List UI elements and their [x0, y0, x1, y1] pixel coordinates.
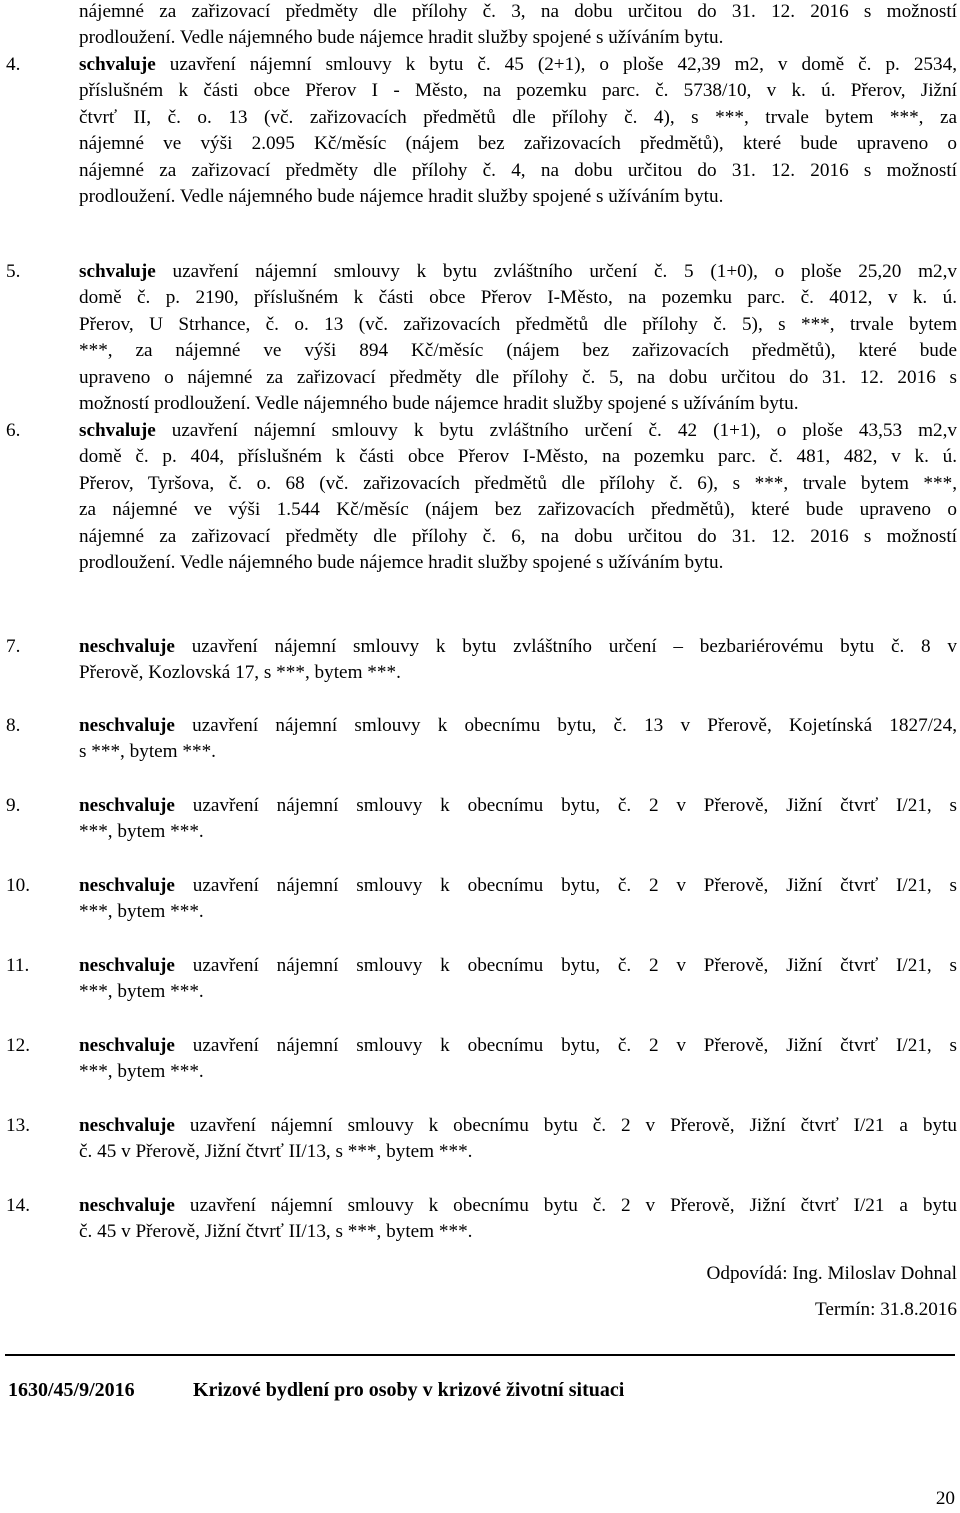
item-text-line	[79, 634, 957, 660]
item-text-fragment: uzavření nájemní smlouvy k obecnímu bytu, č. 2 v Přerově, Jižní čtvrť I/21, s	[174, 1035, 957, 1056]
item-text-line: Přerov, U Strhance, č. o. 13 (vč. zařizovacích předmětů dle přílohy č. 5), s ***, trvale bytem	[79, 313, 957, 335]
item-text-line: možností prodloužení. Vedle nájemného bude nájemce hradit služby spojené s užíváním bytu.	[79, 393, 799, 415]
item-text	[79, 1033, 957, 1086]
item-text-line: ***, bytem ***.	[79, 981, 204, 1003]
item-text-line	[79, 873, 957, 899]
item-text-line: Přerově, Kozlovská 17, s ***, bytem ***.	[79, 662, 401, 684]
item-verb: neschvaluje	[79, 955, 175, 976]
item-text-line: za nájemné ve výši 1.544 Kč/měsíc (nájem bez zařizovacích předmětů), které bude upraveno o	[79, 499, 957, 521]
continuation-line: prodloužení. Vedle nájemného bude nájemce hradit služby spojené s užíváním bytu.	[79, 27, 724, 49]
item-text-line	[79, 259, 957, 285]
page-number: 20	[935, 1488, 955, 1509]
item-text	[79, 634, 957, 687]
item-number: 4.	[6, 54, 21, 75]
item-text-fragment: uzavření nájemní smlouvy k bytu zvláštního určení č. 5 (1+0), o ploše 25,20 m2,v	[155, 261, 957, 282]
item-verb: schvaluje	[79, 54, 156, 75]
item-text-line	[79, 953, 957, 979]
resolution-code: 1630/45/9/2016	[8, 1379, 135, 1401]
item-text-fragment: uzavření nájemní smlouvy k obecnímu bytu č. 2 v Přerově, Jižní čtvrť I/21 a bytu	[174, 1195, 957, 1216]
item-text-line: nájemné ve výši 2.095 Kč/měsíc (nájem bez zařizovacích předmětů), které bude upraveno o	[79, 133, 957, 155]
item-verb: schvaluje	[79, 420, 156, 441]
item-number: 9.	[6, 795, 21, 816]
item-text-line	[79, 713, 957, 739]
item-text	[79, 953, 957, 1006]
item-text-line: ***, bytem ***.	[79, 901, 204, 923]
item-verb: neschvaluje	[79, 1115, 175, 1136]
item-text-line: domě č. p. 2190, příslušném k části obce Přerov I-Město, na pozemku parc. č. 4012, v k. ú.	[79, 287, 957, 309]
item-text-line	[79, 1033, 957, 1059]
responsible-person: Odpovídá: Ing. Miloslav Dohnal	[706, 1263, 957, 1284]
item-text-line: nájemné za zařizovací předměty dle přílohy č. 6, na dobu určitou do 31. 12. 2016 s možností	[79, 525, 957, 547]
item-text	[79, 259, 957, 417]
item-text	[79, 873, 957, 926]
item-text-line: příslušném k části obce Přerov I - Město, na pozemku parc. č. 5738/10, v k. ú. Přerov, Jižní	[79, 80, 957, 102]
item-text-line: domě č. p. 404, příslušném k části obce Přerov I-Město, na pozemku parc. č. 481, 482, v k. ú.	[79, 446, 957, 468]
item-text-line	[79, 1113, 957, 1139]
item-number: 14.	[6, 1195, 30, 1216]
item-text-line: prodloužení. Vedle nájemného bude nájemce hradit služby spojené s užíváním bytu.	[79, 552, 724, 574]
item-text-line: č. 45 v Přerově, Jižní čtvrť II/13, s ***, bytem ***.	[79, 1141, 473, 1163]
item-text-line	[79, 418, 957, 444]
item-text-fragment: uzavření nájemní smlouvy k obecnímu bytu, č. 2 v Přerově, Jižní čtvrť I/21, s	[174, 875, 957, 896]
item-text-fragment: uzavření nájemní smlouvy k bytu č. 45 (2+1), o ploše 42,39 m2, v domě č. p. 2534,	[155, 54, 957, 75]
item-text	[79, 713, 957, 766]
section-divider	[5, 1354, 955, 1356]
resolution-heading	[8, 1377, 624, 1403]
item-text	[79, 52, 957, 210]
item-text-line: s ***, bytem ***.	[79, 741, 216, 763]
item-number: 8.	[6, 715, 21, 736]
item-text-fragment: uzavření nájemní smlouvy k bytu zvláštního určení – bezbariérovému bytu č. 8 v	[174, 636, 957, 657]
item-text-fragment: uzavření nájemní smlouvy k bytu zvláštního určení č. 42 (1+1), o ploše 43,53 m2,v	[155, 420, 957, 441]
item-text-fragment: uzavření nájemní smlouvy k obecnímu bytu, č. 2 v Přerově, Jižní čtvrť I/21, s	[174, 955, 957, 976]
item-verb: neschvaluje	[79, 715, 175, 736]
item-text-line	[79, 1193, 957, 1219]
resolution-title: Krizové bydlení pro osoby v krizové životní situaci	[193, 1379, 625, 1401]
item-text-line: upraveno o nájemné za zařizovací předměty dle přílohy č. 5, na dobu určitou do 31. 12. 2016 s	[79, 366, 957, 388]
item-verb: neschvaluje	[79, 1035, 175, 1056]
item-number: 7.	[6, 636, 21, 657]
item-number: 5.	[6, 261, 21, 282]
item-text-line	[79, 793, 957, 819]
continuation-line: nájemné za zařizovací předměty dle přílohy č. 3, na dobu určitou do 31. 12. 2016 s možností	[79, 1, 957, 22]
item-verb: neschvaluje	[79, 636, 175, 657]
item-text-line: ***, bytem ***.	[79, 1061, 204, 1083]
continuation-paragraph	[79, 0, 957, 52]
item-number: 11.	[6, 955, 30, 976]
item-text-line: čtvrť II, č. o. 13 (vč. zařizovacích předmětů dle přílohy č. 4), s ***, trvale bytem ***, za	[79, 106, 957, 128]
item-number: 12.	[6, 1035, 30, 1056]
item-verb: neschvaluje	[79, 795, 175, 816]
item-number: 6.	[6, 420, 21, 441]
deadline: Termín: 31.8.2016	[814, 1299, 957, 1320]
item-text-fragment: uzavření nájemní smlouvy k obecnímu bytu, č. 2 v Přerově, Jižní čtvrť I/21, s	[174, 795, 957, 816]
item-text-line: nájemné za zařizovací předměty dle přílohy č. 4, na dobu určitou do 31. 12. 2016 s možností	[79, 159, 957, 181]
item-text-line: Přerov, Tyršova, č. o. 68 (vč. zařizovacích předmětů dle přílohy č. 6), s ***, trvale bytem ***,	[79, 472, 957, 494]
item-text	[79, 793, 957, 846]
item-text-line: č. 45 v Přerově, Jižní čtvrť II/13, s ***, bytem ***.	[79, 1221, 473, 1243]
item-verb: neschvaluje	[79, 1195, 175, 1216]
item-text-line: ***, za nájemné ve výši 894 Kč/měsíc (nájem bez zařizovacích předmětů), které bude	[79, 340, 957, 362]
item-text	[79, 418, 957, 576]
item-text-fragment: uzavření nájemní smlouvy k obecnímu bytu č. 2 v Přerově, Jižní čtvrť I/21 a bytu	[174, 1115, 957, 1136]
item-text	[79, 1113, 957, 1166]
item-text-line: prodloužení. Vedle nájemného bude nájemce hradit služby spojené s užíváním bytu.	[79, 186, 724, 208]
item-verb: schvaluje	[79, 261, 156, 282]
item-text-line	[79, 52, 957, 78]
item-text-line: ***, bytem ***.	[79, 821, 204, 843]
item-text	[79, 1193, 957, 1246]
item-text-fragment: uzavření nájemní smlouvy k obecnímu bytu, č. 13 v Přerově, Kojetínská 1827/24,	[174, 715, 957, 736]
item-number: 10.	[6, 875, 30, 896]
item-number: 13.	[6, 1115, 30, 1136]
item-verb: neschvaluje	[79, 875, 175, 896]
